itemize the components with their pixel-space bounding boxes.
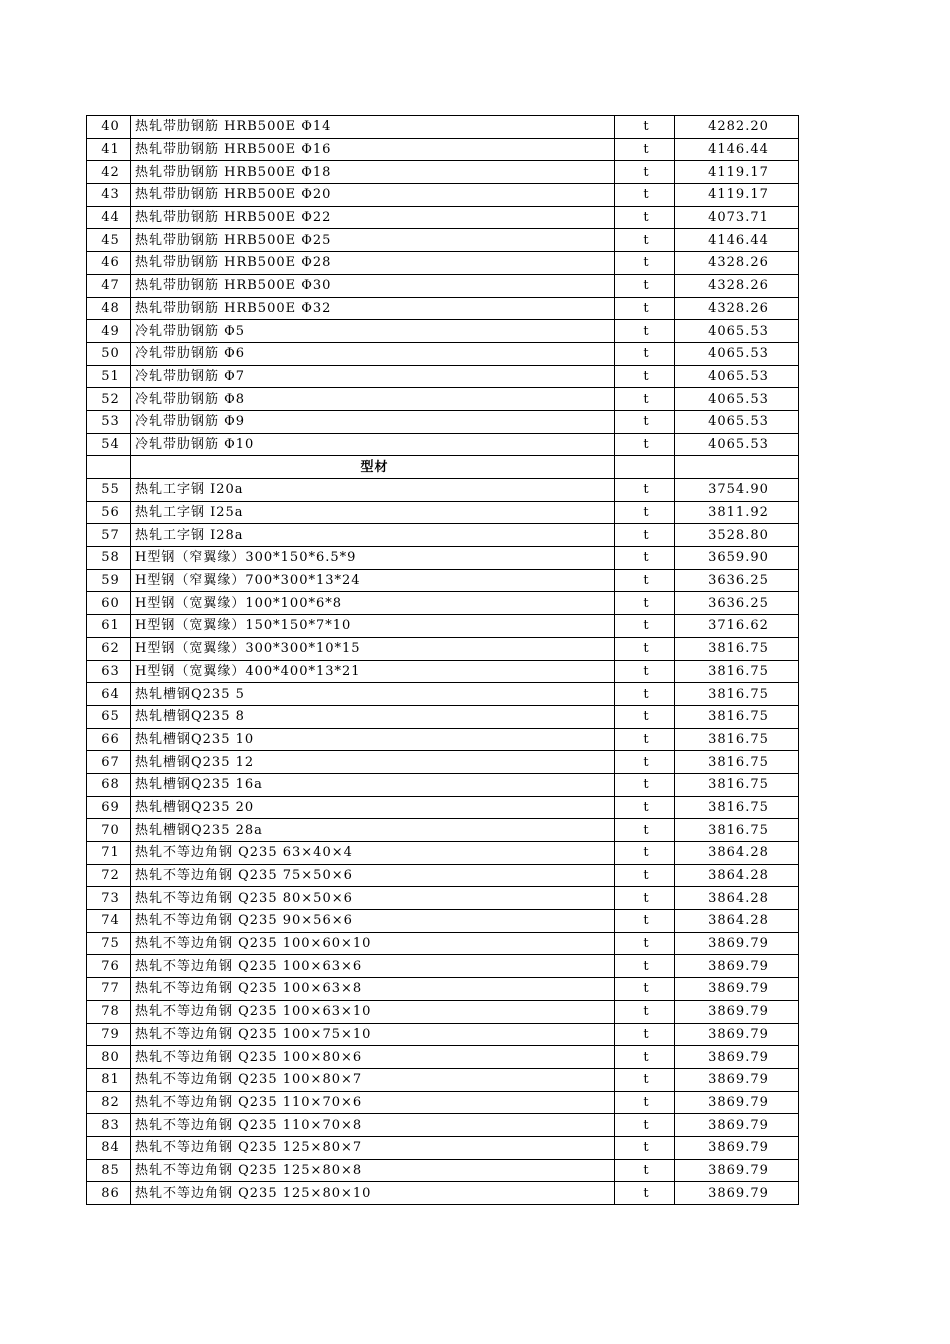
cell-material-name: 热轧不等边角钢 Q235 80×50×6 <box>131 887 615 910</box>
table-row <box>87 955 799 978</box>
cell-item-number: 59 <box>87 569 131 592</box>
cell-price: 3716.62 <box>675 615 799 638</box>
cell-material-name: 热轧不等边角钢 Q235 110×70×6 <box>131 1091 615 1114</box>
cell-unit: t <box>615 388 675 411</box>
cell-price: 3659.90 <box>675 547 799 570</box>
cell-price <box>675 456 799 479</box>
cell-price: 3869.79 <box>675 1091 799 1114</box>
cell-material-name: 热轧不等边角钢 Q235 100×60×10 <box>131 932 615 955</box>
cell-price: 3869.79 <box>675 1068 799 1091</box>
cell-price: 3869.79 <box>675 978 799 1001</box>
cell-unit: t <box>615 1000 675 1023</box>
cell-price: 3869.79 <box>675 955 799 978</box>
cell-item-number: 66 <box>87 728 131 751</box>
cell-material-name: 热轧不等边角钢 Q235 100×80×7 <box>131 1068 615 1091</box>
cell-material-name: H型钢（宽翼缘）150*150*7*10 <box>131 615 615 638</box>
cell-material-name: 热轧不等边角钢 Q235 125×80×7 <box>131 1136 615 1159</box>
table-row <box>87 365 799 388</box>
cell-price: 3816.75 <box>675 637 799 660</box>
cell-item-number: 48 <box>87 297 131 320</box>
cell-price: 3869.79 <box>675 1114 799 1137</box>
cell-material-name: 热轧工字钢 I28a <box>131 524 615 547</box>
cell-material-name: 热轧带肋钢筋 HRB500E Φ20 <box>131 184 615 207</box>
cell-item-number: 45 <box>87 229 131 252</box>
cell-price: 3869.79 <box>675 1136 799 1159</box>
cell-material-name: 热轧不等边角钢 Q235 100×63×10 <box>131 1000 615 1023</box>
cell-item-number: 58 <box>87 547 131 570</box>
cell-material-name: 冷轧带肋钢筋 Φ6 <box>131 342 615 365</box>
cell-item-number: 71 <box>87 842 131 865</box>
cell-unit: t <box>615 433 675 456</box>
cell-material-name: 热轧带肋钢筋 HRB500E Φ30 <box>131 274 615 297</box>
price-table-body <box>87 116 799 1205</box>
cell-material-name: 热轧不等边角钢 Q235 90×56×6 <box>131 910 615 933</box>
cell-unit: t <box>615 229 675 252</box>
cell-price: 3528.80 <box>675 524 799 547</box>
cell-price: 4119.17 <box>675 161 799 184</box>
cell-material-name: 热轧带肋钢筋 HRB500E Φ25 <box>131 229 615 252</box>
table-row <box>87 978 799 1001</box>
cell-unit: t <box>615 910 675 933</box>
cell-unit: t <box>615 501 675 524</box>
cell-item-number: 86 <box>87 1182 131 1205</box>
table-row <box>87 910 799 933</box>
table-row <box>87 1136 799 1159</box>
cell-material-name: H型钢（窄翼缘）700*300*13*24 <box>131 569 615 592</box>
table-row <box>87 161 799 184</box>
cell-price: 4065.53 <box>675 410 799 433</box>
cell-item-number: 78 <box>87 1000 131 1023</box>
cell-material-name: 冷轧带肋钢筋 Φ8 <box>131 388 615 411</box>
cell-item-number: 42 <box>87 161 131 184</box>
cell-item-number: 62 <box>87 637 131 660</box>
cell-unit: t <box>615 138 675 161</box>
cell-price: 4065.53 <box>675 342 799 365</box>
cell-price: 4146.44 <box>675 229 799 252</box>
cell-price: 3864.28 <box>675 910 799 933</box>
cell-unit: t <box>615 660 675 683</box>
table-row <box>87 388 799 411</box>
cell-unit: t <box>615 1091 675 1114</box>
cell-unit: t <box>615 955 675 978</box>
cell-item-number: 84 <box>87 1136 131 1159</box>
cell-price: 3816.75 <box>675 819 799 842</box>
cell-price: 3816.75 <box>675 773 799 796</box>
cell-item-number: 72 <box>87 864 131 887</box>
cell-material-name: 热轧槽钢Q235 5 <box>131 683 615 706</box>
table-row <box>87 683 799 706</box>
cell-item-number: 83 <box>87 1114 131 1137</box>
cell-unit: t <box>615 161 675 184</box>
cell-item-number: 57 <box>87 524 131 547</box>
cell-item-number: 41 <box>87 138 131 161</box>
cell-unit: t <box>615 978 675 1001</box>
cell-material-name: 冷轧带肋钢筋 Φ5 <box>131 320 615 343</box>
table-row <box>87 206 799 229</box>
cell-unit: t <box>615 274 675 297</box>
cell-item-number: 77 <box>87 978 131 1001</box>
table-row <box>87 1182 799 1205</box>
table-row <box>87 1000 799 1023</box>
cell-unit <box>615 456 675 479</box>
cell-unit: t <box>615 592 675 615</box>
table-row <box>87 1023 799 1046</box>
cell-material-name: 热轧槽钢Q235 16a <box>131 773 615 796</box>
cell-material-name: 冷轧带肋钢筋 Φ9 <box>131 410 615 433</box>
cell-item-number: 63 <box>87 660 131 683</box>
price-table <box>86 115 799 1205</box>
cell-unit: t <box>615 524 675 547</box>
cell-material-name: 热轧不等边角钢 Q235 75×50×6 <box>131 864 615 887</box>
cell-unit: t <box>615 116 675 139</box>
cell-material-name: 热轧带肋钢筋 HRB500E Φ18 <box>131 161 615 184</box>
cell-material-name: 热轧槽钢Q235 10 <box>131 728 615 751</box>
table-row <box>87 592 799 615</box>
table-row <box>87 297 799 320</box>
cell-material-name: 热轧带肋钢筋 HRB500E Φ28 <box>131 252 615 275</box>
table-row <box>87 887 799 910</box>
cell-material-name: 热轧不等边角钢 Q235 100×75×10 <box>131 1023 615 1046</box>
cell-item-number: 61 <box>87 615 131 638</box>
cell-material-name: 热轧工字钢 I20a <box>131 479 615 502</box>
cell-price: 4065.53 <box>675 365 799 388</box>
cell-item-number: 81 <box>87 1068 131 1091</box>
cell-material-name: 冷轧带肋钢筋 Φ10 <box>131 433 615 456</box>
cell-price: 3869.79 <box>675 1159 799 1182</box>
cell-price: 4282.20 <box>675 116 799 139</box>
cell-unit: t <box>615 728 675 751</box>
cell-price: 4328.26 <box>675 297 799 320</box>
table-row <box>87 252 799 275</box>
cell-unit: t <box>615 252 675 275</box>
table-row <box>87 479 799 502</box>
table-row <box>87 864 799 887</box>
cell-unit: t <box>615 864 675 887</box>
cell-unit: t <box>615 887 675 910</box>
cell-price: 3636.25 <box>675 569 799 592</box>
cell-price: 3869.79 <box>675 1046 799 1069</box>
cell-item-number: 69 <box>87 796 131 819</box>
table-row <box>87 751 799 774</box>
cell-price: 4065.53 <box>675 433 799 456</box>
table-row <box>87 796 799 819</box>
cell-item-number: 85 <box>87 1159 131 1182</box>
cell-unit: t <box>615 1068 675 1091</box>
cell-price: 3811.92 <box>675 501 799 524</box>
cell-price: 4146.44 <box>675 138 799 161</box>
cell-item-number: 75 <box>87 932 131 955</box>
cell-item-number: 50 <box>87 342 131 365</box>
cell-item-number: 64 <box>87 683 131 706</box>
cell-unit: t <box>615 569 675 592</box>
cell-item-number: 73 <box>87 887 131 910</box>
cell-price: 4065.53 <box>675 320 799 343</box>
cell-material-name: 冷轧带肋钢筋 Φ7 <box>131 365 615 388</box>
section-header-row <box>87 456 799 479</box>
table-row <box>87 1114 799 1137</box>
cell-item-number: 46 <box>87 252 131 275</box>
cell-price: 3869.79 <box>675 932 799 955</box>
table-row <box>87 501 799 524</box>
cell-item-number: 60 <box>87 592 131 615</box>
cell-item-number: 52 <box>87 388 131 411</box>
cell-price: 3864.28 <box>675 842 799 865</box>
cell-unit: t <box>615 297 675 320</box>
cell-material-name: 热轧不等边角钢 Q235 100×80×6 <box>131 1046 615 1069</box>
cell-price: 3864.28 <box>675 864 799 887</box>
cell-material-name: 热轧带肋钢筋 HRB500E Φ22 <box>131 206 615 229</box>
cell-material-name: 热轧带肋钢筋 HRB500E Φ16 <box>131 138 615 161</box>
table-row <box>87 842 799 865</box>
table-row <box>87 1091 799 1114</box>
cell-price: 3816.75 <box>675 796 799 819</box>
cell-material-name: H型钢（窄翼缘）300*150*6.5*9 <box>131 547 615 570</box>
cell-price: 3869.79 <box>675 1023 799 1046</box>
cell-material-name: 热轧工字钢 I25a <box>131 501 615 524</box>
cell-item-number: 55 <box>87 479 131 502</box>
table-row <box>87 773 799 796</box>
cell-unit: t <box>615 479 675 502</box>
table-row <box>87 547 799 570</box>
cell-material-name: 热轧带肋钢筋 HRB500E Φ32 <box>131 297 615 320</box>
cell-unit: t <box>615 320 675 343</box>
cell-price: 3864.28 <box>675 887 799 910</box>
cell-material-name: H型钢（宽翼缘）300*300*10*15 <box>131 637 615 660</box>
cell-price: 3816.75 <box>675 705 799 728</box>
table-row <box>87 410 799 433</box>
cell-material-name: H型钢（宽翼缘）100*100*6*8 <box>131 592 615 615</box>
cell-unit: t <box>615 184 675 207</box>
cell-item-number: 67 <box>87 751 131 774</box>
cell-material-name: 热轧不等边角钢 Q235 63×40×4 <box>131 842 615 865</box>
cell-item-number: 53 <box>87 410 131 433</box>
cell-item-number: 65 <box>87 705 131 728</box>
cell-unit: t <box>615 705 675 728</box>
cell-item-number: 82 <box>87 1091 131 1114</box>
cell-price: 4328.26 <box>675 274 799 297</box>
cell-material-name: 热轧不等边角钢 Q235 125×80×8 <box>131 1159 615 1182</box>
cell-unit: t <box>615 1046 675 1069</box>
table-row <box>87 728 799 751</box>
cell-price: 3816.75 <box>675 683 799 706</box>
cell-price: 3869.79 <box>675 1000 799 1023</box>
cell-unit: t <box>615 410 675 433</box>
cell-price: 3869.79 <box>675 1182 799 1205</box>
cell-unit: t <box>615 547 675 570</box>
table-row <box>87 705 799 728</box>
cell-material-name: 热轧槽钢Q235 12 <box>131 751 615 774</box>
table-row <box>87 184 799 207</box>
cell-item-number: 79 <box>87 1023 131 1046</box>
table-row <box>87 660 799 683</box>
cell-item-number: 56 <box>87 501 131 524</box>
cell-item-number: 44 <box>87 206 131 229</box>
cell-material-name: H型钢（宽翼缘）400*400*13*21 <box>131 660 615 683</box>
table-row <box>87 524 799 547</box>
cell-price: 3754.90 <box>675 479 799 502</box>
cell-material-name: 热轧不等边角钢 Q235 100×63×8 <box>131 978 615 1001</box>
section-title: 型材 <box>131 456 615 479</box>
cell-material-name: 热轧不等边角钢 Q235 125×80×10 <box>131 1182 615 1205</box>
cell-item-number: 80 <box>87 1046 131 1069</box>
cell-price: 4065.53 <box>675 388 799 411</box>
table-row <box>87 819 799 842</box>
cell-item-number: 54 <box>87 433 131 456</box>
table-row <box>87 1068 799 1091</box>
cell-material-name: 热轧不等边角钢 Q235 100×63×6 <box>131 955 615 978</box>
cell-unit: t <box>615 751 675 774</box>
table-row <box>87 569 799 592</box>
cell-unit: t <box>615 773 675 796</box>
table-row <box>87 637 799 660</box>
cell-unit: t <box>615 206 675 229</box>
table-row <box>87 1046 799 1069</box>
table-row <box>87 138 799 161</box>
cell-item-number: 43 <box>87 184 131 207</box>
cell-price: 4328.26 <box>675 252 799 275</box>
cell-material-name: 热轧槽钢Q235 8 <box>131 705 615 728</box>
cell-unit: t <box>615 842 675 865</box>
cell-item-number: 47 <box>87 274 131 297</box>
table-row <box>87 932 799 955</box>
cell-price: 3636.25 <box>675 592 799 615</box>
cell-material-name: 热轧槽钢Q235 20 <box>131 796 615 819</box>
cell-unit: t <box>615 365 675 388</box>
cell-unit: t <box>615 342 675 365</box>
cell-item-number: 74 <box>87 910 131 933</box>
cell-item-number <box>87 456 131 479</box>
cell-unit: t <box>615 637 675 660</box>
cell-price: 4073.71 <box>675 206 799 229</box>
cell-unit: t <box>615 932 675 955</box>
cell-unit: t <box>615 1023 675 1046</box>
cell-unit: t <box>615 819 675 842</box>
table-row <box>87 1159 799 1182</box>
cell-price: 3816.75 <box>675 751 799 774</box>
cell-material-name: 热轧槽钢Q235 28a <box>131 819 615 842</box>
cell-unit: t <box>615 1159 675 1182</box>
cell-material-name: 热轧带肋钢筋 HRB500E Φ14 <box>131 116 615 139</box>
cell-unit: t <box>615 683 675 706</box>
cell-unit: t <box>615 1114 675 1137</box>
cell-unit: t <box>615 1136 675 1159</box>
table-row <box>87 274 799 297</box>
cell-price: 3816.75 <box>675 660 799 683</box>
cell-item-number: 70 <box>87 819 131 842</box>
cell-item-number: 51 <box>87 365 131 388</box>
cell-item-number: 40 <box>87 116 131 139</box>
cell-unit: t <box>615 796 675 819</box>
table-row <box>87 320 799 343</box>
cell-price: 3816.75 <box>675 728 799 751</box>
table-row <box>87 116 799 139</box>
cell-material-name: 热轧不等边角钢 Q235 110×70×8 <box>131 1114 615 1137</box>
cell-item-number: 76 <box>87 955 131 978</box>
cell-unit: t <box>615 1182 675 1205</box>
cell-item-number: 68 <box>87 773 131 796</box>
table-row <box>87 433 799 456</box>
table-row <box>87 229 799 252</box>
cell-unit: t <box>615 615 675 638</box>
table-row <box>87 342 799 365</box>
cell-price: 4119.17 <box>675 184 799 207</box>
table-row <box>87 615 799 638</box>
cell-item-number: 49 <box>87 320 131 343</box>
